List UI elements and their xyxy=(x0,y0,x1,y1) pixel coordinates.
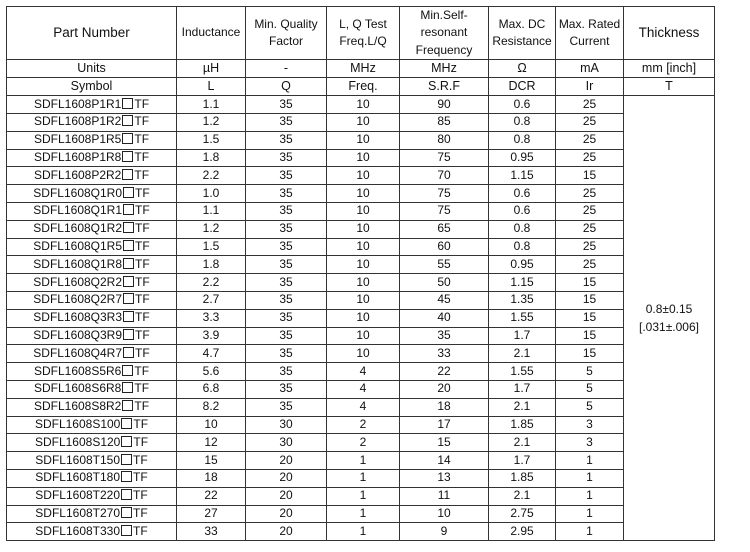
dcr-cell: 1.7 xyxy=(489,380,556,398)
placeholder-box-icon xyxy=(123,222,134,233)
placeholder-box-icon xyxy=(121,471,132,482)
test-freq-cell: 10 xyxy=(327,113,400,131)
unit-cell: Units xyxy=(7,60,177,78)
symbol-cell: Q xyxy=(246,78,327,96)
srf-cell: 45 xyxy=(400,291,489,309)
table-row xyxy=(7,202,715,220)
placeholder-box-icon xyxy=(123,276,134,287)
srf-cell: 20 xyxy=(400,380,489,398)
dcr-cell: 1.85 xyxy=(489,469,556,487)
srf-cell: 33 xyxy=(400,345,489,363)
test-freq-cell: 10 xyxy=(327,96,400,114)
unit-cell: Ω xyxy=(489,60,556,78)
thickness-mm: 0.8±0.15 xyxy=(645,302,693,317)
column-header: Inductance xyxy=(177,7,246,60)
table-row xyxy=(7,398,715,416)
inductor-spec-table xyxy=(6,6,715,541)
srf-cell: 70 xyxy=(400,167,489,185)
srf-cell: 50 xyxy=(400,274,489,292)
placeholder-box-icon xyxy=(122,115,133,126)
spec-table-container xyxy=(6,6,715,541)
srf-cell: 17 xyxy=(400,416,489,434)
dcr-cell: 1.35 xyxy=(489,291,556,309)
placeholder-box-icon xyxy=(123,329,134,340)
srf-cell: 35 xyxy=(400,327,489,345)
table-row xyxy=(7,523,715,541)
rated-current-cell: 3 xyxy=(556,416,624,434)
inductance-cell: 2.2 xyxy=(177,167,246,185)
quality-factor-cell: 35 xyxy=(246,274,327,292)
quality-factor-cell: 30 xyxy=(246,434,327,452)
test-freq-cell: 10 xyxy=(327,327,400,345)
part-number-cell: SDFL1608P2R2 TF xyxy=(7,167,177,185)
quality-factor-cell: 35 xyxy=(246,345,327,363)
symbol-cell: T xyxy=(624,78,715,96)
symbol-cell: L xyxy=(177,78,246,96)
placeholder-box-icon xyxy=(122,151,133,162)
dcr-cell: 0.8 xyxy=(489,220,556,238)
part-number-cell: SDFL1608T270 TF xyxy=(7,505,177,523)
table-row xyxy=(7,380,715,398)
part-number-cell: SDFL1608S8R2 TF xyxy=(7,398,177,416)
srf-cell: 55 xyxy=(400,256,489,274)
unit-cell: - xyxy=(246,60,327,78)
rated-current-cell: 5 xyxy=(556,363,624,381)
unit-cell: MHz xyxy=(327,60,400,78)
table-row xyxy=(7,256,715,274)
table-row xyxy=(7,469,715,487)
inductance-cell: 4.7 xyxy=(177,345,246,363)
test-freq-cell: 10 xyxy=(327,238,400,256)
quality-factor-cell: 35 xyxy=(246,149,327,167)
rated-current-cell: 1 xyxy=(556,452,624,470)
rated-current-cell: 1 xyxy=(556,523,624,541)
column-header: Max. Rated Current xyxy=(556,7,624,60)
dcr-cell: 2.1 xyxy=(489,434,556,452)
dcr-cell: 1.15 xyxy=(489,274,556,292)
symbol-cell: S.R.F xyxy=(400,78,489,96)
part-number-cell: SDFL1608Q2R2 TF xyxy=(7,274,177,292)
srf-cell: 9 xyxy=(400,523,489,541)
column-header: Thickness xyxy=(624,7,715,60)
rated-current-cell: 25 xyxy=(556,96,624,114)
symbol-row xyxy=(7,78,715,96)
dcr-cell: 0.8 xyxy=(489,113,556,131)
placeholder-box-icon xyxy=(122,133,133,144)
srf-cell: 22 xyxy=(400,363,489,381)
inductance-cell: 15 xyxy=(177,452,246,470)
test-freq-cell: 10 xyxy=(327,345,400,363)
part-number-cell: SDFL1608P1R1 TF xyxy=(7,96,177,114)
test-freq-cell: 1 xyxy=(327,469,400,487)
part-number-cell: SDFL1608S5R6 TF xyxy=(7,363,177,381)
dcr-cell: 0.8 xyxy=(489,238,556,256)
placeholder-box-icon xyxy=(123,204,134,215)
srf-cell: 65 xyxy=(400,220,489,238)
srf-cell: 13 xyxy=(400,469,489,487)
srf-cell: 85 xyxy=(400,113,489,131)
rated-current-cell: 25 xyxy=(556,149,624,167)
dcr-cell: 2.95 xyxy=(489,523,556,541)
test-freq-cell: 10 xyxy=(327,149,400,167)
inductance-cell: 1.8 xyxy=(177,149,246,167)
quality-factor-cell: 35 xyxy=(246,131,327,149)
quality-factor-cell: 35 xyxy=(246,380,327,398)
table-row xyxy=(7,363,715,381)
rated-current-cell: 25 xyxy=(556,220,624,238)
part-number-cell: SDFL1608S6R8 TF xyxy=(7,380,177,398)
dcr-cell: 1.55 xyxy=(489,309,556,327)
dcr-cell: 2.1 xyxy=(489,398,556,416)
dcr-cell: 1.15 xyxy=(489,167,556,185)
table-row xyxy=(7,487,715,505)
placeholder-box-icon xyxy=(121,507,132,518)
test-freq-cell: 10 xyxy=(327,309,400,327)
placeholder-box-icon xyxy=(121,436,132,447)
inductance-cell: 1.8 xyxy=(177,256,246,274)
rated-current-cell: 15 xyxy=(556,167,624,185)
part-number-cell: SDFL1608P1R8 TF xyxy=(7,149,177,167)
table-row xyxy=(7,505,715,523)
table-row xyxy=(7,185,715,203)
column-header: Min. Quality Factor xyxy=(246,7,327,60)
table-row xyxy=(7,238,715,256)
quality-factor-cell: 35 xyxy=(246,167,327,185)
rated-current-cell: 3 xyxy=(556,434,624,452)
inductance-cell: 18 xyxy=(177,469,246,487)
inductance-cell: 6.8 xyxy=(177,380,246,398)
quality-factor-cell: 30 xyxy=(246,416,327,434)
part-number-cell: SDFL1608P1R5 TF xyxy=(7,131,177,149)
test-freq-cell: 10 xyxy=(327,220,400,238)
srf-cell: 40 xyxy=(400,309,489,327)
placeholder-box-icon xyxy=(122,365,133,376)
table-row xyxy=(7,345,715,363)
dcr-cell: 2.75 xyxy=(489,505,556,523)
unit-cell: mm [inch] xyxy=(624,60,715,78)
unit-cell: µH xyxy=(177,60,246,78)
part-number-cell: SDFL1608Q1R0 TF xyxy=(7,185,177,203)
rated-current-cell: 15 xyxy=(556,274,624,292)
dcr-cell: 0.8 xyxy=(489,131,556,149)
table-row xyxy=(7,291,715,309)
srf-cell: 90 xyxy=(400,96,489,114)
part-number-cell: SDFL1608Q1R1 TF xyxy=(7,202,177,220)
dcr-cell: 2.1 xyxy=(489,345,556,363)
units-row xyxy=(7,60,715,78)
part-number-cell: SDFL1608T220 TF xyxy=(7,487,177,505)
inductance-cell: 1.5 xyxy=(177,238,246,256)
test-freq-cell: 4 xyxy=(327,380,400,398)
rated-current-cell: 25 xyxy=(556,238,624,256)
quality-factor-cell: 35 xyxy=(246,398,327,416)
part-number-cell: SDFL1608P1R2 TF xyxy=(7,113,177,131)
srf-cell: 75 xyxy=(400,185,489,203)
part-number-cell: SDFL1608T150 TF xyxy=(7,452,177,470)
test-freq-cell: 1 xyxy=(327,487,400,505)
quality-factor-cell: 20 xyxy=(246,469,327,487)
quality-factor-cell: 35 xyxy=(246,238,327,256)
column-header: L, Q Test Freq.L/Q xyxy=(327,7,400,60)
table-row xyxy=(7,96,715,114)
dcr-cell: 0.95 xyxy=(489,149,556,167)
part-number-cell: SDFL1608T180 TF xyxy=(7,469,177,487)
inductance-cell: 12 xyxy=(177,434,246,452)
srf-cell: 14 xyxy=(400,452,489,470)
placeholder-box-icon xyxy=(122,400,133,411)
rated-current-cell: 25 xyxy=(556,185,624,203)
placeholder-box-icon xyxy=(123,311,134,322)
rated-current-cell: 1 xyxy=(556,487,624,505)
placeholder-box-icon xyxy=(121,454,132,465)
table-row xyxy=(7,131,715,149)
dcr-cell: 0.95 xyxy=(489,256,556,274)
rated-current-cell: 25 xyxy=(556,131,624,149)
placeholder-box-icon xyxy=(122,169,133,180)
part-number-cell: SDFL1608Q4R7 TF xyxy=(7,345,177,363)
srf-cell: 11 xyxy=(400,487,489,505)
test-freq-cell: 10 xyxy=(327,291,400,309)
srf-cell: 60 xyxy=(400,238,489,256)
part-number-cell: SDFL1608S120 TF xyxy=(7,434,177,452)
table-row xyxy=(7,113,715,131)
symbol-cell: Ir xyxy=(556,78,624,96)
test-freq-cell: 10 xyxy=(327,274,400,292)
srf-cell: 80 xyxy=(400,131,489,149)
placeholder-box-icon xyxy=(123,293,134,304)
placeholder-box-icon xyxy=(123,347,134,358)
table-body xyxy=(7,96,715,541)
test-freq-cell: 10 xyxy=(327,202,400,220)
table-row xyxy=(7,434,715,452)
table-row xyxy=(7,220,715,238)
quality-factor-cell: 35 xyxy=(246,363,327,381)
inductance-cell: 8.2 xyxy=(177,398,246,416)
srf-cell: 75 xyxy=(400,149,489,167)
inductance-cell: 27 xyxy=(177,505,246,523)
inductance-cell: 1.1 xyxy=(177,96,246,114)
test-freq-cell: 2 xyxy=(327,434,400,452)
test-freq-cell: 4 xyxy=(327,398,400,416)
test-freq-cell: 10 xyxy=(327,167,400,185)
quality-factor-cell: 35 xyxy=(246,309,327,327)
srf-cell: 18 xyxy=(400,398,489,416)
thickness-inch: [.031±.006] xyxy=(639,320,699,335)
dcr-cell: 1.55 xyxy=(489,363,556,381)
column-header: Part Number xyxy=(7,7,177,60)
inductance-cell: 5.6 xyxy=(177,363,246,381)
table-row xyxy=(7,327,715,345)
part-number-cell: SDFL1608Q1R2 TF xyxy=(7,220,177,238)
test-freq-cell: 10 xyxy=(327,185,400,203)
inductance-cell: 1.2 xyxy=(177,113,246,131)
unit-cell: mA xyxy=(556,60,624,78)
quality-factor-cell: 20 xyxy=(246,523,327,541)
placeholder-box-icon xyxy=(123,258,134,269)
inductance-cell: 3.9 xyxy=(177,327,246,345)
placeholder-box-icon xyxy=(122,98,133,109)
table-row xyxy=(7,416,715,434)
dcr-cell: 0.6 xyxy=(489,185,556,203)
part-number-cell: SDFL1608Q3R3 TF xyxy=(7,309,177,327)
test-freq-cell: 1 xyxy=(327,523,400,541)
placeholder-box-icon xyxy=(121,489,132,500)
quality-factor-cell: 35 xyxy=(246,327,327,345)
quality-factor-cell: 35 xyxy=(246,291,327,309)
dcr-cell: 0.6 xyxy=(489,96,556,114)
placeholder-box-icon xyxy=(123,240,134,251)
part-number-cell: SDFL1608S100 TF xyxy=(7,416,177,434)
placeholder-box-icon xyxy=(121,525,132,536)
test-freq-cell: 1 xyxy=(327,505,400,523)
rated-current-cell: 15 xyxy=(556,345,624,363)
quality-factor-cell: 20 xyxy=(246,452,327,470)
srf-cell: 15 xyxy=(400,434,489,452)
column-header: Min.Self-resonant Frequency xyxy=(400,7,489,60)
symbol-cell: Freq. xyxy=(327,78,400,96)
part-number-cell: SDFL1608Q2R7 TF xyxy=(7,291,177,309)
quality-factor-cell: 35 xyxy=(246,256,327,274)
dcr-cell: 1.7 xyxy=(489,327,556,345)
quality-factor-cell: 35 xyxy=(246,113,327,131)
rated-current-cell: 1 xyxy=(556,469,624,487)
quality-factor-cell: 35 xyxy=(246,220,327,238)
header-row xyxy=(7,7,715,60)
test-freq-cell: 10 xyxy=(327,131,400,149)
inductance-cell: 10 xyxy=(177,416,246,434)
dcr-cell: 2.1 xyxy=(489,487,556,505)
srf-cell: 10 xyxy=(400,505,489,523)
quality-factor-cell: 20 xyxy=(246,487,327,505)
part-number-cell: SDFL1608Q1R8 TF xyxy=(7,256,177,274)
rated-current-cell: 25 xyxy=(556,256,624,274)
part-number-cell: SDFL1608T330 TF xyxy=(7,523,177,541)
symbol-cell: DCR xyxy=(489,78,556,96)
quality-factor-cell: 35 xyxy=(246,185,327,203)
rated-current-cell: 25 xyxy=(556,113,624,131)
test-freq-cell: 1 xyxy=(327,452,400,470)
test-freq-cell: 4 xyxy=(327,363,400,381)
inductance-cell: 2.2 xyxy=(177,274,246,292)
quality-factor-cell: 20 xyxy=(246,505,327,523)
part-number-cell: SDFL1608Q3R9 TF xyxy=(7,327,177,345)
inductance-cell: 1.1 xyxy=(177,202,246,220)
inductance-cell: 2.7 xyxy=(177,291,246,309)
table-row xyxy=(7,167,715,185)
inductance-cell: 3.3 xyxy=(177,309,246,327)
rated-current-cell: 15 xyxy=(556,327,624,345)
placeholder-box-icon xyxy=(123,187,134,198)
placeholder-box-icon xyxy=(122,382,133,393)
placeholder-box-icon xyxy=(121,418,132,429)
table-row xyxy=(7,274,715,292)
dcr-cell: 1.85 xyxy=(489,416,556,434)
thickness-cell xyxy=(624,96,715,541)
symbol-cell: Symbol xyxy=(7,78,177,96)
srf-cell: 75 xyxy=(400,202,489,220)
test-freq-cell: 2 xyxy=(327,416,400,434)
rated-current-cell: 5 xyxy=(556,380,624,398)
rated-current-cell: 1 xyxy=(556,505,624,523)
inductance-cell: 22 xyxy=(177,487,246,505)
inductance-cell: 33 xyxy=(177,523,246,541)
column-header: Max. DC Resistance xyxy=(489,7,556,60)
table-row xyxy=(7,452,715,470)
quality-factor-cell: 35 xyxy=(246,202,327,220)
inductance-cell: 1.5 xyxy=(177,131,246,149)
dcr-cell: 0.6 xyxy=(489,202,556,220)
inductance-cell: 1.2 xyxy=(177,220,246,238)
rated-current-cell: 25 xyxy=(556,202,624,220)
dcr-cell: 1.7 xyxy=(489,452,556,470)
rated-current-cell: 15 xyxy=(556,291,624,309)
table-row xyxy=(7,149,715,167)
inductance-cell: 1.0 xyxy=(177,185,246,203)
rated-current-cell: 5 xyxy=(556,398,624,416)
rated-current-cell: 15 xyxy=(556,309,624,327)
table-row xyxy=(7,309,715,327)
quality-factor-cell: 35 xyxy=(246,96,327,114)
test-freq-cell: 10 xyxy=(327,256,400,274)
part-number-cell: SDFL1608Q1R5 TF xyxy=(7,238,177,256)
unit-cell: MHz xyxy=(400,60,489,78)
